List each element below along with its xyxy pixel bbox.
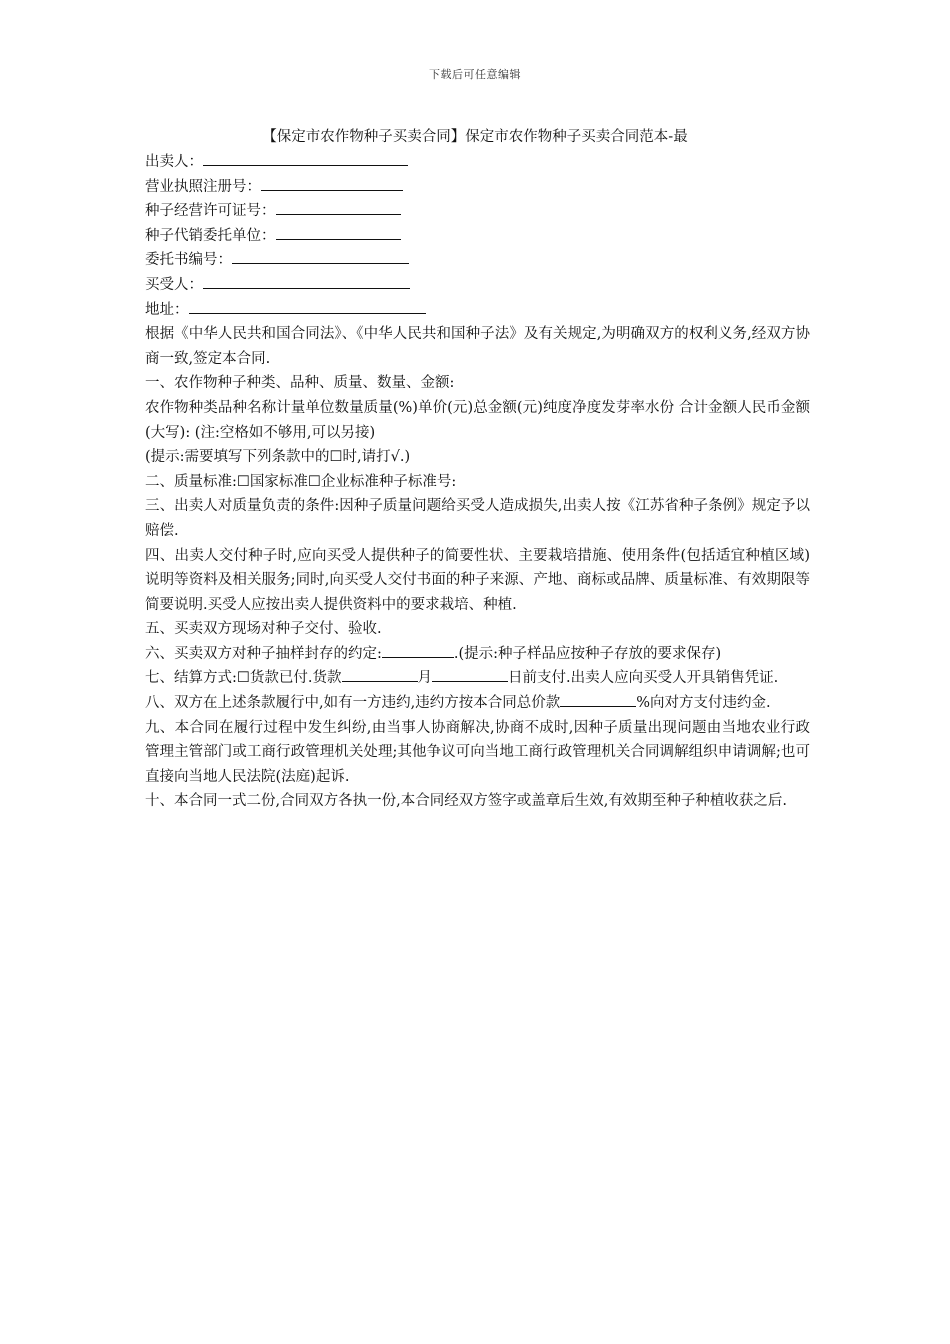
header-note: 下载后可任意编辑 [429, 68, 521, 81]
document-title: 【保定市农作物种子买卖合同】保定市农作物种子买卖合同范本-最 [262, 129, 688, 145]
agent-unit-label: 种子代销委托单位： [145, 227, 276, 244]
seller-blank [203, 151, 408, 166]
entrust-no-blank [232, 249, 409, 264]
intro-paragraph: 根据《中华人民共和国合同法》、《中华人民共和国种子法》及有关规定,为明确双方的权利义务,经双方协商一致,签定本合同. [145, 326, 810, 367]
contract-body [145, 150, 810, 814]
section-6-text-a: 六、买卖双方对种子抽样封存的约定: [145, 645, 382, 662]
section-4: 四、出卖人交付种子时,应向买受人提供种子的简要性状、主要栽培措施、使用条件(包括适宜种植区域)说明等资料及相关服务;同时,向买受人交付书面的种子来源、产地、商标或品牌、质量标准、有效期限等简要说明.买受人应按出卖人提供资料中的要求栽培、种植. [145, 547, 810, 613]
section-7-month-blank [342, 667, 418, 682]
section-5: 五、买卖双方现场对种子交付、验收. [145, 621, 382, 638]
section-6-blank [382, 643, 454, 658]
section-2: 二、质量标准:☐国家标准☐企业标准种子标准号: [145, 473, 457, 490]
section-7-day-blank [432, 667, 508, 682]
seller-field [145, 150, 810, 175]
section-10: 十、本合同一式二份,合同双方各执一份,本合同经双方签字或盖章后生效,有效期至种子种植收获之后. [145, 793, 787, 810]
entrust-no-label: 委托书编号： [145, 252, 232, 269]
section-9: 九、本合同在履行过程中发生纠纷,由当事人协商解决,协商不成时,因种子质量出现问题由当地农业行政管理主管部门或工商行政管理机关处理;其他争议可向当地工商行政管理机关合同调解组织申请调解;也可直接向当地人民法院(法庭)起诉. [145, 719, 810, 785]
section-7 [145, 666, 810, 691]
section-7-text-b: 月 [417, 670, 432, 687]
section-8 [145, 691, 810, 716]
address-blank [189, 299, 426, 314]
section-3: 三、出卖人对质量负责的条件:因种子质量问题给买受人造成损失,出卖人按《江苏省种子条例》规定予以赔偿. [145, 498, 810, 539]
license-reg-field [145, 175, 810, 200]
section-7-text-c: 日前支付.出卖人应向买受人开具销售凭证. [508, 670, 779, 687]
agent-unit-field [145, 224, 810, 249]
buyer-field [145, 273, 810, 298]
license-reg-label: 营业执照注册号： [145, 178, 261, 195]
section-6-text-b: .(提示:种子样品应按种子存放的要求保存) [453, 645, 722, 662]
address-field [145, 298, 810, 323]
seed-license-label: 种子经营许可证号： [145, 203, 276, 220]
seed-license-blank [276, 200, 401, 215]
section-8-blank [560, 692, 636, 707]
entrust-no-field [145, 248, 810, 273]
buyer-blank [203, 274, 410, 289]
seed-license-field [145, 199, 810, 224]
section-1-table-text: 农作物种类品种名称计量单位数量质量(%)单价(元)总金额(元)纯度净度发芽率水份 合计金额人民币金额(大写): (注:空格如不够用,可以另接) [145, 399, 810, 441]
license-reg-blank [261, 176, 403, 191]
section-1-heading: 一、农作物种子种类、品种、质量、数量、金额: [145, 375, 455, 392]
buyer-label: 买受人： [145, 276, 203, 293]
checkbox-hint: (提示:需要填写下列条款中的☐时,请打√.) [145, 449, 411, 466]
section-8-text-b: %向对方支付违约金. [636, 695, 771, 712]
section-6 [145, 642, 810, 667]
address-label: 地址： [145, 301, 189, 318]
seller-label: 出卖人： [145, 154, 203, 170]
section-7-text-a: 七、结算方式:☐货款已付.货款 [145, 670, 342, 687]
agent-unit-blank [276, 225, 401, 240]
section-8-text-a: 八、双方在上述条款履行中,如有一方违约,违约方按本合同总价款 [145, 695, 561, 712]
